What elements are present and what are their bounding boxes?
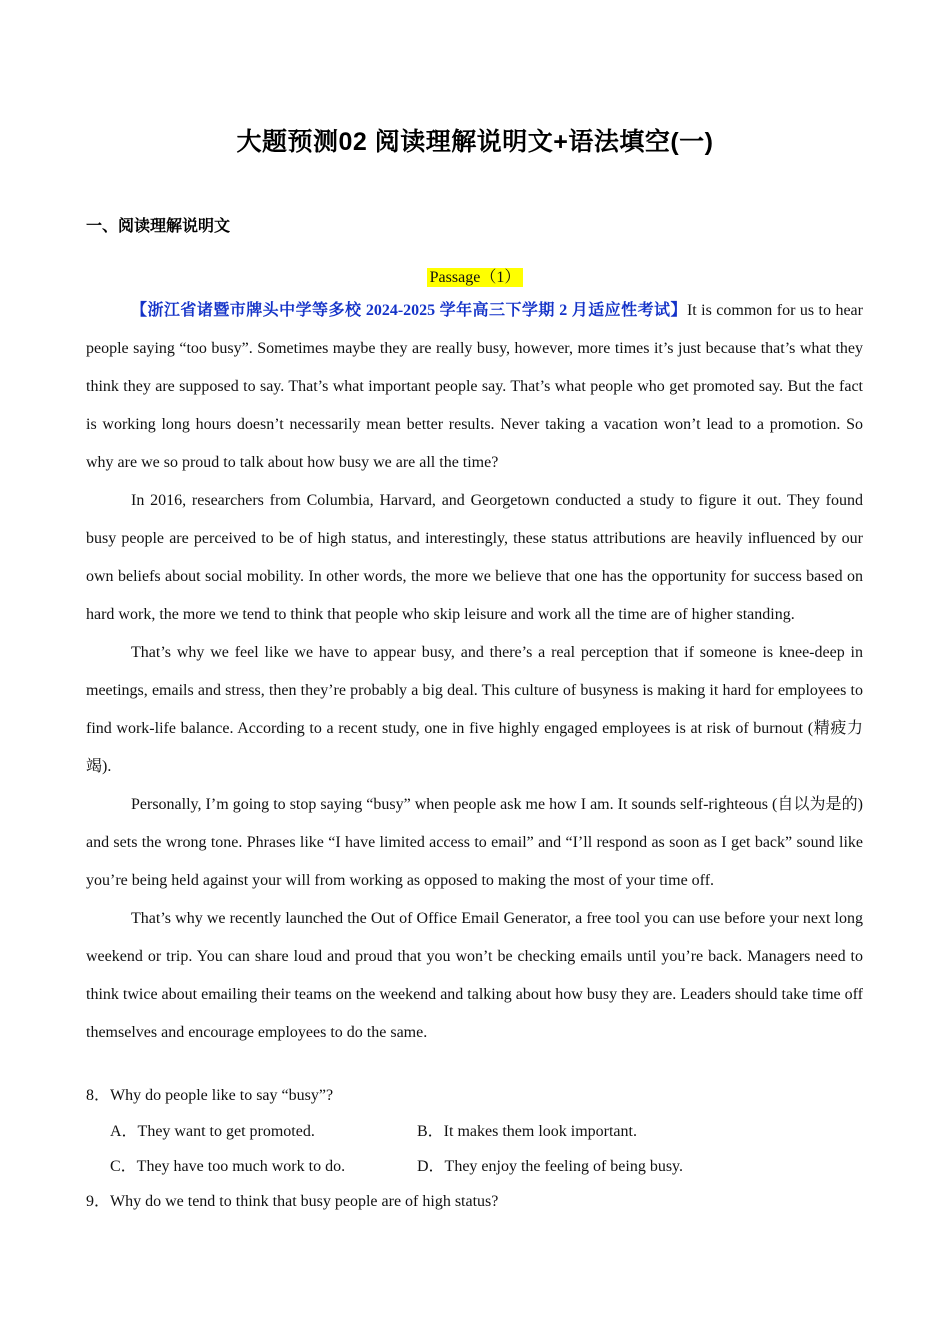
page-title: 大题预测02 阅读理解说明文+语法填空(一): [236, 128, 714, 156]
question-9-stem: 9．Why do we tend to think that busy people are of high status?: [86, 1193, 499, 1210]
passage-label: [0, 264, 950, 287]
paragraph-5: That’s why we recently launched the Out of Office Email Generator, a free tool you can use before your next long weekend or trip. You can share loud and proud that you won’t be checking emails until you’re back. Managers need to think twice about emailing their teams on the weekend and talking about how busy they are. Leaders should take time off themselves and encourage employees to do the same.: [86, 910, 863, 1041]
paragraph-4: Personally, I’m going to stop saying “busy” when people ask me how I am. It sounds self-righteous (自以为是的) and sets the wrong tone. Phrases like “I have limited access to email” and “I’ll respond as soon as I get back” sound like you’re being held against your will from working as opposed to making the most of your time off.: [86, 796, 863, 889]
source-citation: 【浙江省诸暨市牌头中学等多校 2024-2025 学年高三下学期 2 月适应性考试】: [131, 302, 687, 319]
passage-label-highlight: Passage（1）: [427, 268, 524, 287]
paragraph-2: In 2016, researchers from Columbia, Harvard, and Georgetown conducted a study to figure it out. They found busy people are perceived to be of high status, and interestingly, these status attributions are heavily influenced by our own beliefs about social mobility. In other words, the more we believe that one has the opportunity for success based on hard work, the more we tend to think that people who skip leisure and work all the time are of higher standing.: [86, 492, 863, 623]
paragraph-1: [86, 292, 863, 482]
paragraph-3: That’s why we feel like we have to appear busy, and there’s a real perception that if someone is knee-deep in meetings, emails and stress, then they’re probably a big deal. This culture of busyness is making it hard for employees to find work-life balance. According to a recent study, one in five highly engaged employees is at risk of burnout (精疲力竭).: [86, 644, 863, 775]
question-8-option-c: C．They have too much work to do.: [110, 1158, 346, 1175]
question-8-option-a: A．They want to get promoted.: [110, 1123, 315, 1140]
question-8-stem: 8．Why do people like to say “busy”?: [86, 1087, 334, 1104]
question-8-option-d: D．They enjoy the feeling of being busy.: [417, 1158, 684, 1175]
question-8-option-b: B．It makes them look important.: [417, 1123, 637, 1140]
paragraph-1-text: It is common for us to hear people saying “too busy”. Sometimes maybe they are really busy, however, more times it’s just because that’s what they think they are supposed to say. That’s what important people say. That’s what people who get promoted say. But the fact is working long hours doesn’t necessarily mean better results. Never taking a vacation won’t lead to a promotion. So why are we so proud to talk about how busy we are all the time?: [86, 302, 863, 471]
passage-body: [86, 292, 863, 1052]
section-heading: 一、阅读理解说明文: [86, 218, 231, 235]
